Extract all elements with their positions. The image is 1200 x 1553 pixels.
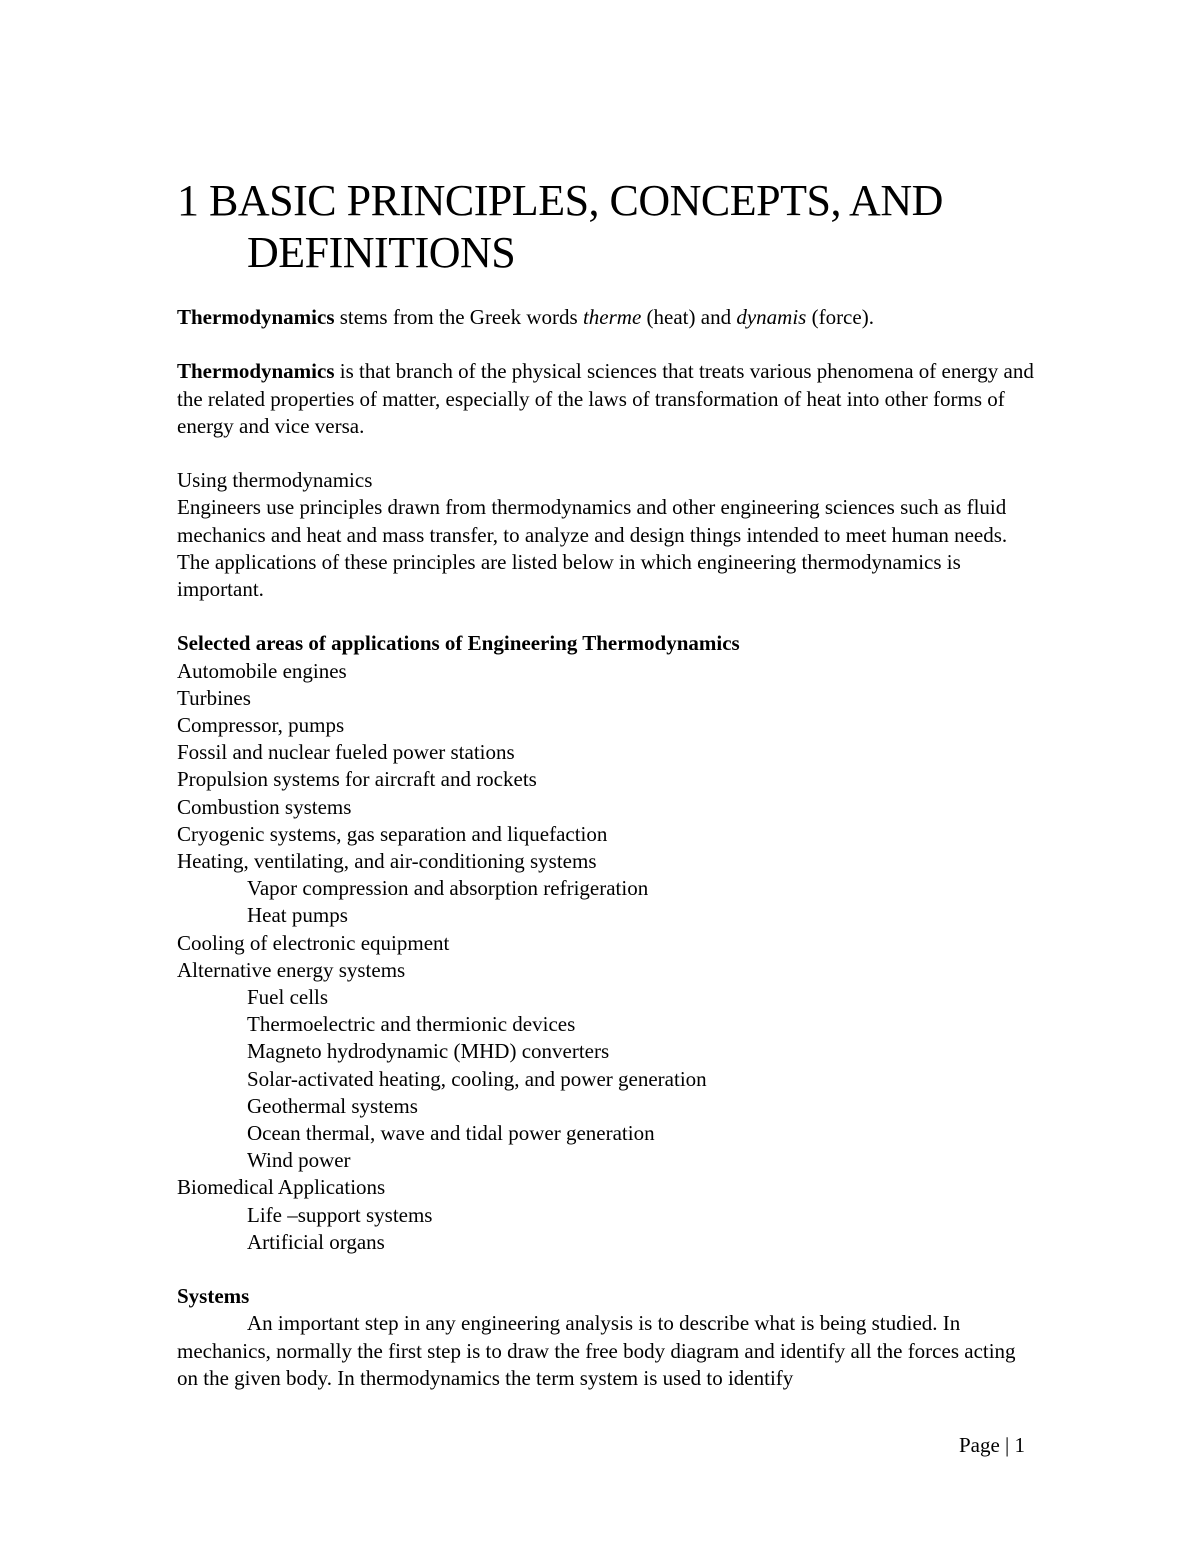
application-list-item: Life –support systems [247,1202,433,1227]
application-list-item: Magneto hydrodynamic (MHD) converters [247,1039,610,1064]
systems-paragraph: An important step in any engineering analysis is to describe what is being studied. In mechanics, normally the first step is to draw the free body diagram and identify all the forces acting on the given body. In thermodynamics the term system is used to identify [177,1311,1016,1390]
page-number-footer: Page | 1 [958,1433,1025,1457]
chapter-title-line2: DEFINITIONS [247,228,516,277]
definition-paragraph [177,358,1037,440]
greek-word-therme: therme [582,305,642,329]
application-list-item: Automobile engines [177,658,347,683]
systems-heading-text: Systems [177,1284,250,1309]
application-list-item: Heat pumps [247,903,348,928]
systems-heading [177,1283,1037,1310]
application-list-item: Propulsion systems for aircraft and rockets [177,767,537,792]
application-list-item: Combustion systems [177,794,352,819]
application-list-item: Ocean thermal, wave and tidal power generation [247,1121,655,1146]
body-text [177,304,1037,1392]
application-list-item: Fuel cells [247,985,329,1010]
application-list-item: Artificial organs [247,1229,385,1254]
spacer [177,331,1037,358]
applications-list [177,658,1037,1256]
application-list-item: Thermoelectric and thermionic devices [247,1012,576,1037]
spacer [177,603,1037,630]
using-paragraph: Engineers use principles drawn from thermodynamics and other engineering sciences such as fluid mechanics and heat and mass transfer, to analyze and design things intended to meet human needs. The applications of these principles are listed below in which engineering thermodynamics is important. [177,495,1008,601]
text-span: (force). [806,305,874,329]
spacer [177,440,1037,467]
application-list-item: Cryogenic systems, gas separation and liquefaction [177,821,608,846]
application-list-item: Compressor, pumps [177,713,345,737]
applications-heading-text: Selected areas of applications of Engineering Thermodynamics [177,631,740,656]
application-list-item: Vapor compression and absorption refrigeration [247,876,649,901]
application-list-item: Geothermal systems [247,1093,418,1118]
definition-text: is that branch of the physical sciences that treats various phenomena of energy and the related properties of matter, especially of the laws of transformation of heat into other forms of energy and vice versa. [177,359,1034,438]
application-list-item: Solar-activated heating, cooling, and power generation [247,1066,707,1091]
application-list-item: Fossil and nuclear fueled power stations [177,740,515,765]
text-span: stems from the Greek words [334,305,583,329]
spacer [177,1256,1037,1283]
application-list-item: Cooling of electronic equipment [177,930,450,955]
chapter-heading [177,175,1037,279]
chapter-title-line1: 1 BASIC PRINCIPLES, CONCEPTS, AND [177,176,943,225]
applications-heading [177,630,1037,657]
application-list-item: Heating, ventilating, and air-conditioning systems [177,849,597,874]
greek-word-dynamis: dynamis [736,305,807,329]
application-list-item: Alternative energy systems [177,957,406,982]
etymology-paragraph [177,304,1037,331]
term-bold: Thermodynamics [177,359,335,384]
term-bold: Thermodynamics [177,305,335,329]
application-list-item: Biomedical Applications [177,1175,386,1200]
application-list-item: Wind power [247,1148,351,1173]
using-title: Using thermodynamics [177,468,373,493]
application-list-item: Turbines [177,685,251,710]
text-span: (heat) and [641,305,737,329]
